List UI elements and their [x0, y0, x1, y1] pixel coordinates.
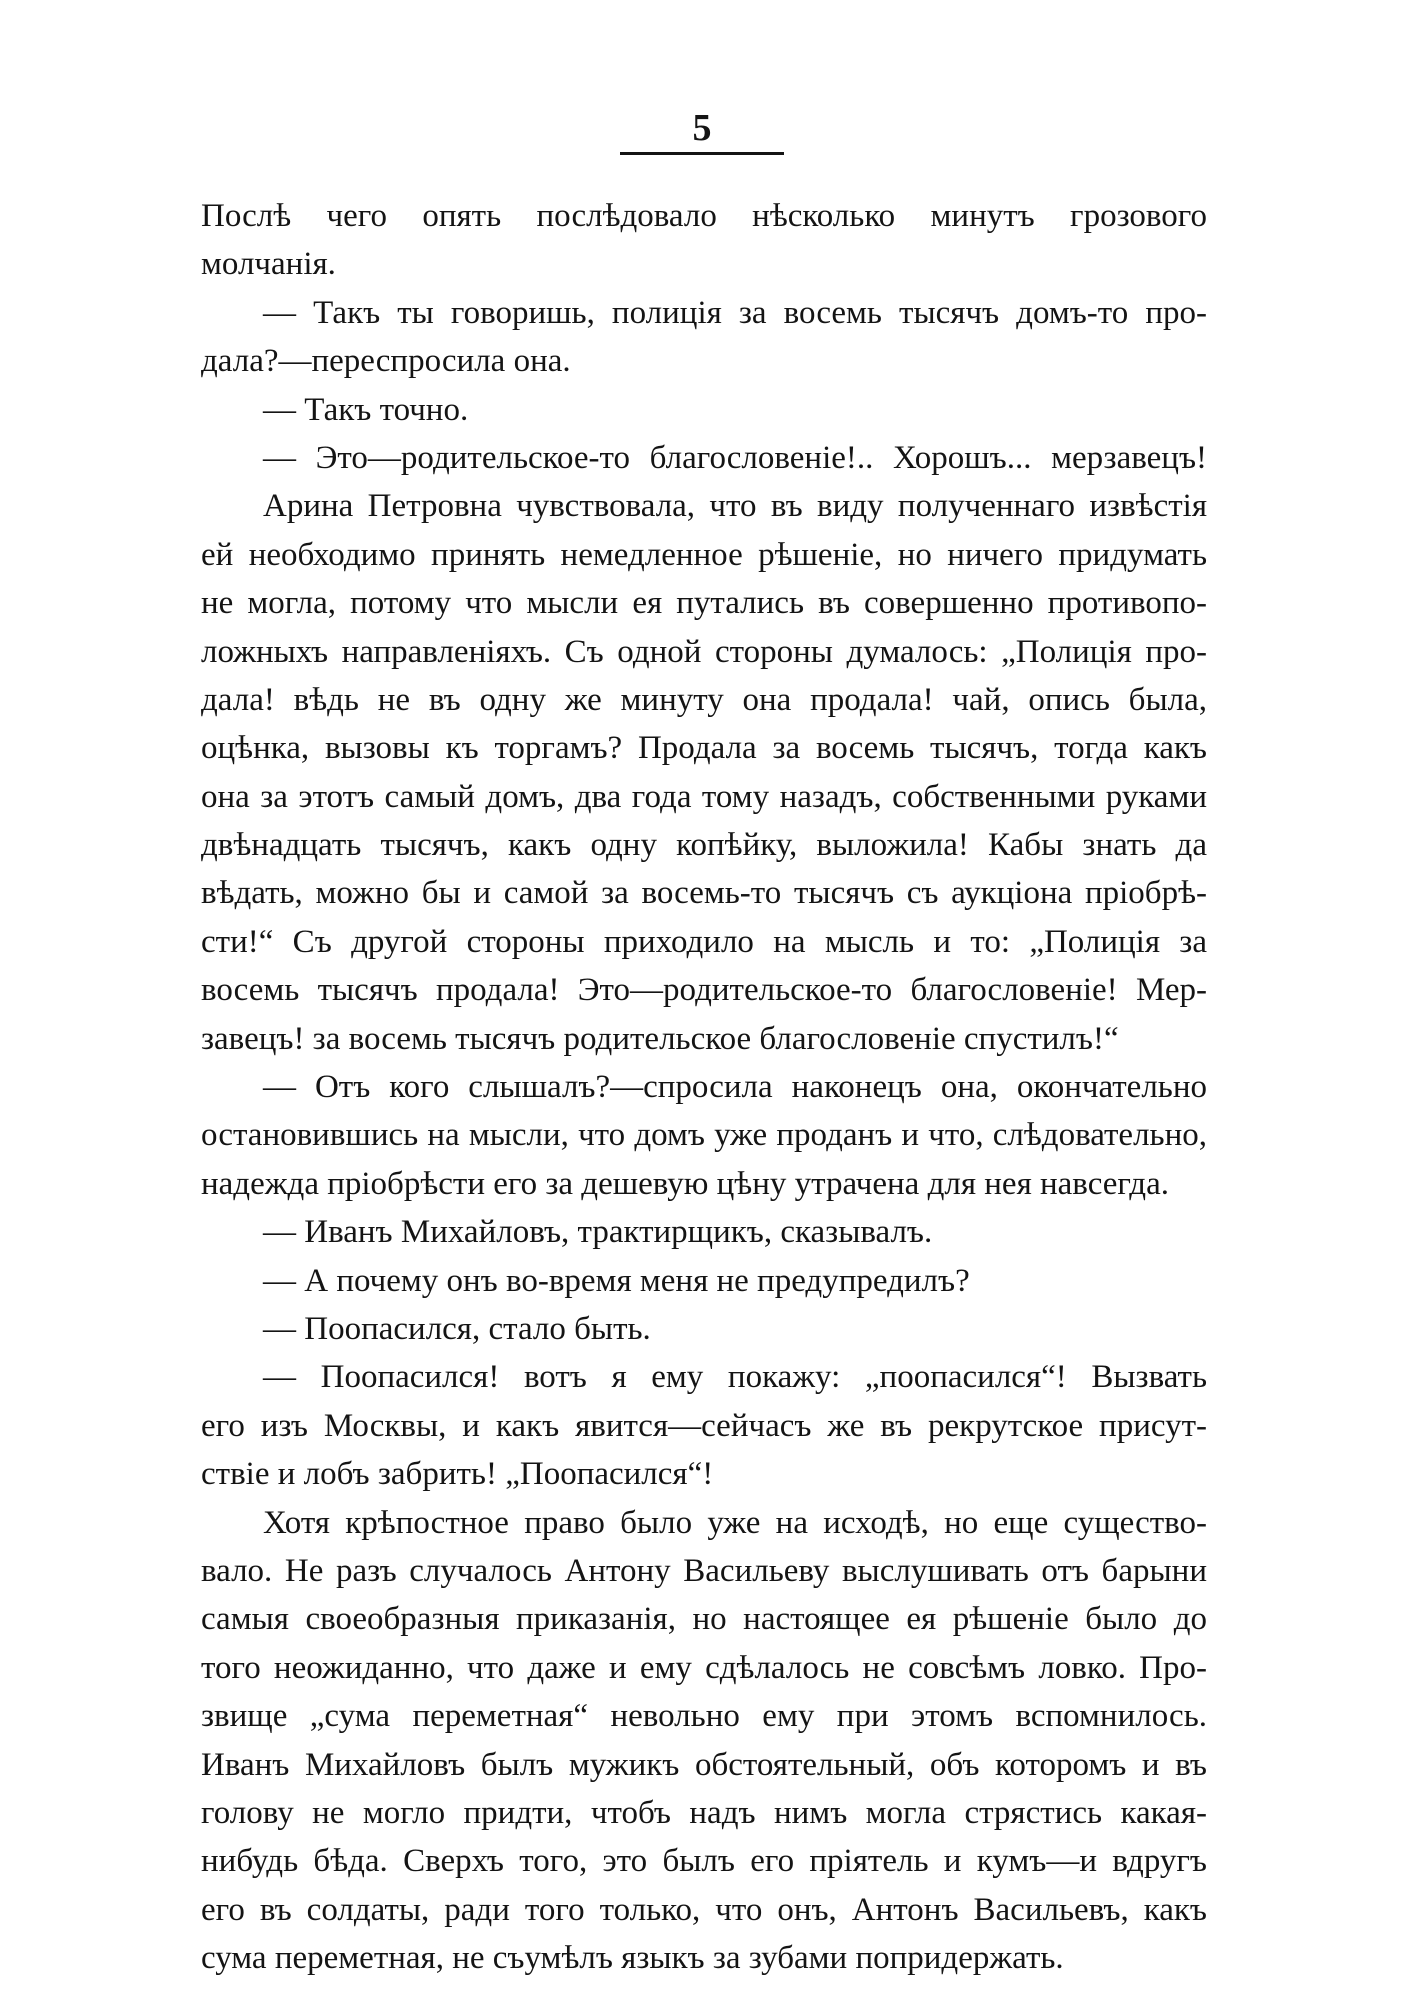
text-line: того неожиданно, что даже и ему сдѣлалось не совсѣмъ ловко. Про-: [201, 1649, 1207, 1686]
text-line: завецъ! за восемь тысячъ родительское благословеніе спустилъ!“: [201, 1020, 1119, 1057]
text-line: — Поопасился, стало быть.: [263, 1310, 651, 1347]
text-line: не могла, потому что мысли ея путались въ совершенно противопо-: [201, 585, 1207, 622]
text-line: голову не могло придти, чтобъ надъ нимъ могла стрястись какая-: [201, 1794, 1207, 1831]
text-line: остановившись на мысли, что домъ уже проданъ и что, слѣдовательно,: [201, 1117, 1207, 1154]
text-line: — Это—родительское-то благословеніе!.. Хорошъ... мерзавецъ!: [263, 439, 1207, 476]
text-line: дала?—переспросила она.: [201, 343, 571, 380]
text-line: молчанія.: [201, 246, 336, 283]
text-line: восемь тысячъ продала! Это—родительское-то благословеніе! Мер-: [201, 972, 1207, 1009]
text-line: — Такъ точно.: [263, 391, 469, 428]
text-line: самыя своеобразныя приказанія, но настоящее ея рѣшеніе было до: [201, 1601, 1207, 1638]
text-line: — Отъ кого слышалъ?—спросила наконецъ она, окончательно: [263, 1069, 1207, 1106]
text-line: Послѣ чего опять послѣдовало нѣсколько минутъ грозового: [201, 198, 1207, 234]
text-line: нибудь бѣда. Сверхъ того, это былъ его пріятель и кумъ—и вдругъ: [201, 1843, 1207, 1880]
text-line: Иванъ Михайловъ былъ мужикъ обстоятельный, объ которомъ и въ: [201, 1746, 1207, 1783]
text-line: сти!“ Съ другой стороны приходило на мысль и то: „Полиція за: [201, 923, 1207, 960]
text-line: — Поопасился! вотъ я ему покажу: „поопасился“! Вызвать: [263, 1359, 1207, 1396]
text-line: сума переметная, не съумѣлъ языкъ за зубами попридержать.: [201, 1940, 1064, 1977]
text-line: ствіе и лобъ забрить! „Поопасился“!: [201, 1456, 714, 1493]
text-line: вало. Не разъ случалось Антону Васильеву выслушивать отъ барыни: [201, 1552, 1207, 1589]
text-line: ей необходимо принять немедленное рѣшеніе, но ничего придумать: [201, 536, 1207, 573]
text-line: Хотя крѣпостное право было уже на исходѣ, но еще существо-: [263, 1504, 1207, 1541]
text-line: она за этотъ самый домъ, два года тому назадъ, собственными руками: [201, 778, 1207, 815]
text-line: дала! вѣдь не въ одну же минуту она продала! чай, опись была,: [201, 681, 1207, 718]
body-text: [201, 192, 1207, 1982]
text-line: — Иванъ Михайловъ, трактирщикъ, сказывалъ.: [263, 1214, 933, 1251]
text-line: его изъ Москвы, и какъ явится—сейчасъ же въ рекрутское присут-: [201, 1407, 1207, 1444]
text-line: оцѣнка, вызовы къ торгамъ? Продала за восемь тысячъ, тогда какъ: [201, 730, 1207, 767]
page-number: 5: [692, 107, 712, 149]
text-line: Арина Петровна чувствовала, что въ виду полученнаго извѣстія: [263, 488, 1207, 525]
page-number-rule: [620, 152, 784, 155]
text-line: вѣдать, можно бы и самой за восемь-то тысячъ съ аукціона пріобрѣ-: [201, 875, 1207, 912]
text-line: надежда пріобрѣсти его за дешевую цѣну утрачена для нея навсегда.: [201, 1165, 1169, 1202]
text-line: — Такъ ты говоришь, полиція за восемь тысячъ домъ-то про-: [263, 294, 1207, 331]
text-line: его въ солдаты, ради того только, что онъ, Антонъ Васильевъ, какъ: [201, 1891, 1207, 1928]
text-line: — А почему онъ во-время меня не предупредилъ?: [263, 1262, 970, 1299]
text-line: двѣнадцать тысячъ, какъ одну копѣйку, выложила! Кабы знать да: [201, 827, 1207, 864]
text-line: ложныхъ направленіяхъ. Съ одной стороны думалось: „Полиція про-: [201, 633, 1207, 670]
text-line: звище „сума переметная“ невольно ему при этомъ вспомнилось.: [201, 1698, 1207, 1735]
